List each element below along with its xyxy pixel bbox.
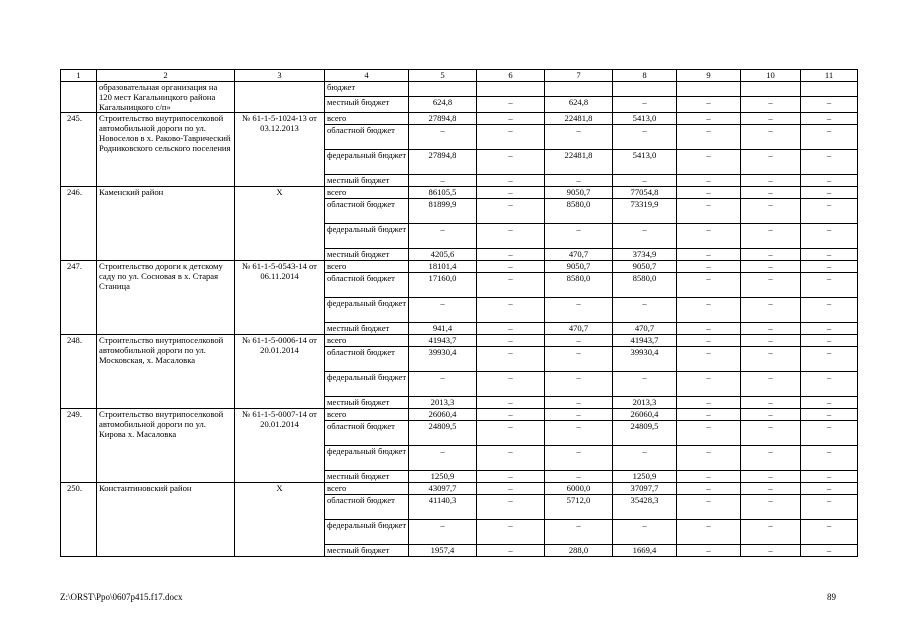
amount-cell [741, 82, 801, 97]
funding-source: областной бюджет [325, 199, 409, 224]
amount-cell: – [677, 187, 741, 199]
amount-cell: – [741, 397, 801, 409]
funding-source: федеральный бюджет [325, 372, 409, 397]
amount-cell: – [477, 471, 545, 483]
amount-cell: – [677, 199, 741, 224]
amount-cell: – [477, 483, 545, 495]
row-number: 247. [61, 261, 97, 335]
amount-cell: 41943,7 [613, 335, 677, 347]
funding-source: бюджет [325, 82, 409, 97]
amount-cell: – [677, 397, 741, 409]
object-name: Строительство внутрипоселковой автомобильной дороги по ул. Новоселов в х. Раково-Таврический Родниковского сельского поселения [97, 113, 235, 187]
amount-cell: – [741, 187, 801, 199]
amount-cell: 24809,5 [613, 421, 677, 446]
amount-cell: – [677, 409, 741, 421]
amount-cell: – [741, 335, 801, 347]
amount-cell: – [613, 175, 677, 187]
amount-cell: – [409, 520, 477, 545]
amount-cell: 18101,4 [409, 261, 477, 273]
amount-cell: – [801, 96, 858, 112]
amount-cell: – [477, 187, 545, 199]
amount-cell: – [741, 323, 801, 335]
amount-cell: – [801, 113, 858, 125]
amount-cell: 5413,0 [613, 150, 677, 175]
amount-cell: – [477, 335, 545, 347]
amount-cell: – [741, 347, 801, 372]
amount-cell: – [741, 421, 801, 446]
amount-cell: – [613, 520, 677, 545]
document-number: № 61-1-5-0006-14 от 20.01.2014 [235, 335, 325, 409]
object-name: Константиновский район [97, 483, 235, 557]
amount-cell [477, 82, 545, 97]
amount-cell: – [801, 446, 858, 471]
header-cell: 2 [97, 70, 235, 82]
amount-cell: 2013,3 [613, 397, 677, 409]
amount-cell: – [801, 409, 858, 421]
amount-cell: – [741, 150, 801, 175]
amount-cell: 81899,9 [409, 199, 477, 224]
row-number: 245. [61, 113, 97, 187]
amount-cell: – [545, 224, 613, 249]
amount-cell: – [613, 446, 677, 471]
amount-cell: – [477, 261, 545, 273]
header-cell: 1 [61, 70, 97, 82]
amount-cell: – [741, 224, 801, 249]
amount-cell: – [477, 323, 545, 335]
amount-cell: – [545, 471, 613, 483]
amount-cell: 9050,7 [545, 261, 613, 273]
table-row [61, 409, 858, 421]
amount-cell: – [409, 224, 477, 249]
amount-cell: – [677, 520, 741, 545]
amount-cell: – [409, 175, 477, 187]
funding-source: областной бюджет [325, 421, 409, 446]
funding-source: местный бюджет [325, 323, 409, 335]
amount-cell: – [801, 372, 858, 397]
document-number: № 61-1-5-0543-14 от 06.11.2014 [235, 261, 325, 335]
amount-cell: – [477, 249, 545, 261]
amount-cell: – [801, 187, 858, 199]
amount-cell: 1669,4 [613, 545, 677, 557]
amount-cell: 8580,0 [613, 273, 677, 298]
amount-cell: – [801, 261, 858, 273]
amount-cell: 1957,4 [409, 545, 477, 557]
amount-cell: 73319,9 [613, 199, 677, 224]
amount-cell: – [677, 298, 741, 323]
document-number [235, 82, 325, 113]
amount-cell [409, 82, 477, 97]
amount-cell: 27894,8 [409, 150, 477, 175]
amount-cell: – [801, 224, 858, 249]
amount-cell [677, 82, 741, 97]
header-cell: 4 [325, 70, 409, 82]
amount-cell: – [677, 545, 741, 557]
amount-cell: 470,7 [545, 249, 613, 261]
amount-cell: – [741, 298, 801, 323]
amount-cell: 5712,0 [545, 495, 613, 520]
funding-source: местный бюджет [325, 96, 409, 112]
funding-source: областной бюджет [325, 495, 409, 520]
amount-cell: 470,7 [545, 323, 613, 335]
document-number: Х [235, 483, 325, 557]
amount-cell: 43097,7 [409, 483, 477, 495]
amount-cell: – [545, 298, 613, 323]
amount-cell: – [545, 372, 613, 397]
amount-cell: – [677, 446, 741, 471]
amount-cell: 22481,8 [545, 150, 613, 175]
amount-cell: 35428,3 [613, 495, 677, 520]
amount-cell: – [677, 347, 741, 372]
funding-source: всего [325, 261, 409, 273]
amount-cell: – [477, 545, 545, 557]
amount-cell: 941,4 [409, 323, 477, 335]
document-number: Х [235, 187, 325, 261]
amount-cell: – [545, 409, 613, 421]
amount-cell: – [677, 273, 741, 298]
amount-cell: 624,8 [545, 96, 613, 112]
amount-cell: – [741, 261, 801, 273]
amount-cell: 288,0 [545, 545, 613, 557]
header-cell: 7 [545, 70, 613, 82]
row-number: 246. [61, 187, 97, 261]
amount-cell: – [801, 520, 858, 545]
amount-cell: – [545, 175, 613, 187]
funding-source: всего [325, 187, 409, 199]
amount-cell: – [741, 273, 801, 298]
row-number: 249. [61, 409, 97, 483]
amount-cell: – [677, 372, 741, 397]
amount-cell: 27894,8 [409, 113, 477, 125]
amount-cell: – [677, 261, 741, 273]
amount-cell: – [409, 372, 477, 397]
amount-cell: – [409, 298, 477, 323]
amount-cell: – [801, 150, 858, 175]
funding-source: федеральный бюджет [325, 446, 409, 471]
amount-cell: – [677, 323, 741, 335]
amount-cell: – [477, 96, 545, 112]
amount-cell: – [613, 372, 677, 397]
funding-source: областной бюджет [325, 125, 409, 150]
row-number [61, 82, 97, 113]
amount-cell: – [741, 249, 801, 261]
amount-cell: – [741, 175, 801, 187]
document-number: № 61-1-5-1024-13 от 03.12.2013 [235, 113, 325, 187]
funding-source: местный бюджет [325, 545, 409, 557]
amount-cell: – [613, 125, 677, 150]
funding-source: федеральный бюджет [325, 224, 409, 249]
amount-cell: – [677, 471, 741, 483]
table-row [61, 335, 858, 347]
object-name: Строительство дороги к детскому саду по ул. Сосновая в х. Старая Станица [97, 261, 235, 335]
amount-cell: – [677, 96, 741, 112]
amount-cell: – [801, 545, 858, 557]
amount-cell: – [545, 421, 613, 446]
amount-cell: – [801, 175, 858, 187]
amount-cell: 77054,8 [613, 187, 677, 199]
amount-cell: – [741, 409, 801, 421]
amount-cell: – [477, 372, 545, 397]
amount-cell: – [677, 421, 741, 446]
amount-cell: – [801, 495, 858, 520]
amount-cell: – [801, 347, 858, 372]
page-number: 89 [827, 592, 836, 602]
amount-cell: – [477, 113, 545, 125]
header-cell: 9 [677, 70, 741, 82]
amount-cell: – [477, 409, 545, 421]
amount-cell: – [801, 199, 858, 224]
amount-cell: – [477, 224, 545, 249]
amount-cell: – [545, 446, 613, 471]
amount-cell: – [801, 397, 858, 409]
table-row [61, 82, 858, 97]
amount-cell: – [741, 483, 801, 495]
amount-cell: – [409, 446, 477, 471]
amount-cell: – [801, 298, 858, 323]
object-name: образовательная организация на 120 мест Кагальницкого района Кагальницкого с/п» [97, 82, 235, 113]
header-cell: 3 [235, 70, 325, 82]
amount-cell: 4205,6 [409, 249, 477, 261]
amount-cell: – [741, 113, 801, 125]
amount-cell: – [545, 347, 613, 372]
amount-cell: – [477, 125, 545, 150]
amount-cell [545, 82, 613, 97]
object-name: Строительство внутрипоселковой автомобильной дороги по ул. Кирова х. Масаловка [97, 409, 235, 483]
amount-cell: 41943,7 [409, 335, 477, 347]
amount-cell: 624,8 [409, 96, 477, 112]
amount-cell: – [477, 495, 545, 520]
document-number: № 61-1-5-0007-14 от 20.01.2014 [235, 409, 325, 483]
header-cell: 10 [741, 70, 801, 82]
amount-cell: – [613, 224, 677, 249]
amount-cell: – [477, 150, 545, 175]
amount-cell: 39930,4 [613, 347, 677, 372]
funding-source: федеральный бюджет [325, 520, 409, 545]
amount-cell: 3734,9 [613, 249, 677, 261]
amount-cell: 37097,7 [613, 483, 677, 495]
amount-cell: – [477, 273, 545, 298]
file-path: Z:\ORST\Ppo\0607p415.f17.docx [60, 592, 183, 602]
amount-cell: – [677, 224, 741, 249]
amount-cell: – [741, 125, 801, 150]
funding-source: местный бюджет [325, 175, 409, 187]
amount-cell: – [741, 199, 801, 224]
amount-cell: 8580,0 [545, 273, 613, 298]
amount-cell: 8580,0 [545, 199, 613, 224]
amount-cell: 2013,3 [409, 397, 477, 409]
amount-cell: – [801, 335, 858, 347]
amount-cell: 1250,9 [409, 471, 477, 483]
amount-cell: – [677, 125, 741, 150]
header-cell: 5 [409, 70, 477, 82]
funding-source: федеральный бюджет [325, 298, 409, 323]
row-number: 248. [61, 335, 97, 409]
amount-cell: – [801, 421, 858, 446]
header-cell: 8 [613, 70, 677, 82]
header-cell: 11 [801, 70, 858, 82]
amount-cell: 1250,9 [613, 471, 677, 483]
amount-cell: – [677, 483, 741, 495]
table-row [61, 113, 858, 125]
amount-cell: – [741, 471, 801, 483]
amount-cell: – [477, 397, 545, 409]
amount-cell: – [741, 545, 801, 557]
funding-source: местный бюджет [325, 249, 409, 261]
funding-source: всего [325, 483, 409, 495]
amount-cell: – [613, 96, 677, 112]
amount-cell: – [677, 175, 741, 187]
funding-source: федеральный бюджет [325, 150, 409, 175]
amount-cell: – [545, 125, 613, 150]
amount-cell: 9050,7 [613, 261, 677, 273]
table-row [61, 187, 858, 199]
row-number: 250. [61, 483, 97, 557]
amount-cell: 24809,5 [409, 421, 477, 446]
amount-cell: 26060,4 [613, 409, 677, 421]
amount-cell: – [409, 125, 477, 150]
amount-cell: 5413,0 [613, 113, 677, 125]
budget-table [60, 69, 858, 557]
amount-cell: – [801, 273, 858, 298]
amount-cell: – [477, 199, 545, 224]
amount-cell: – [801, 483, 858, 495]
amount-cell: – [741, 495, 801, 520]
amount-cell: 26060,4 [409, 409, 477, 421]
object-name: Строительство внутрипоселковой автомобильной дороги по ул. Московская, х. Масаловка [97, 335, 235, 409]
amount-cell [801, 82, 858, 97]
funding-source: местный бюджет [325, 397, 409, 409]
amount-cell: – [801, 471, 858, 483]
amount-cell: – [741, 96, 801, 112]
amount-cell: – [477, 520, 545, 545]
table-row [61, 261, 858, 273]
amount-cell: – [477, 347, 545, 372]
amount-cell: – [741, 520, 801, 545]
amount-cell: 17160,0 [409, 273, 477, 298]
amount-cell: 39930,4 [409, 347, 477, 372]
amount-cell: – [677, 113, 741, 125]
funding-source: областной бюджет [325, 273, 409, 298]
amount-cell [613, 82, 677, 97]
amount-cell: – [477, 298, 545, 323]
table-row [61, 483, 858, 495]
amount-cell: 41140,3 [409, 495, 477, 520]
amount-cell: – [677, 249, 741, 261]
amount-cell: 9050,7 [545, 187, 613, 199]
funding-source: всего [325, 335, 409, 347]
amount-cell: 22481,8 [545, 113, 613, 125]
amount-cell: – [677, 150, 741, 175]
amount-cell: – [801, 249, 858, 261]
amount-cell: 86105,5 [409, 187, 477, 199]
header-cell: 6 [477, 70, 545, 82]
amount-cell: – [677, 495, 741, 520]
funding-source: местный бюджет [325, 471, 409, 483]
amount-cell: – [677, 335, 741, 347]
amount-cell: – [801, 323, 858, 335]
amount-cell: – [545, 397, 613, 409]
column-number-header [61, 70, 858, 82]
amount-cell: – [741, 446, 801, 471]
amount-cell: – [741, 372, 801, 397]
amount-cell: 470,7 [613, 323, 677, 335]
amount-cell: – [545, 335, 613, 347]
amount-cell: – [477, 175, 545, 187]
funding-source: всего [325, 113, 409, 125]
funding-source: областной бюджет [325, 347, 409, 372]
amount-cell: – [477, 421, 545, 446]
funding-source: всего [325, 409, 409, 421]
amount-cell: – [477, 446, 545, 471]
amount-cell: 6000,0 [545, 483, 613, 495]
amount-cell: – [801, 125, 858, 150]
amount-cell: – [545, 520, 613, 545]
amount-cell: – [613, 298, 677, 323]
object-name: Каменский район [97, 187, 235, 261]
